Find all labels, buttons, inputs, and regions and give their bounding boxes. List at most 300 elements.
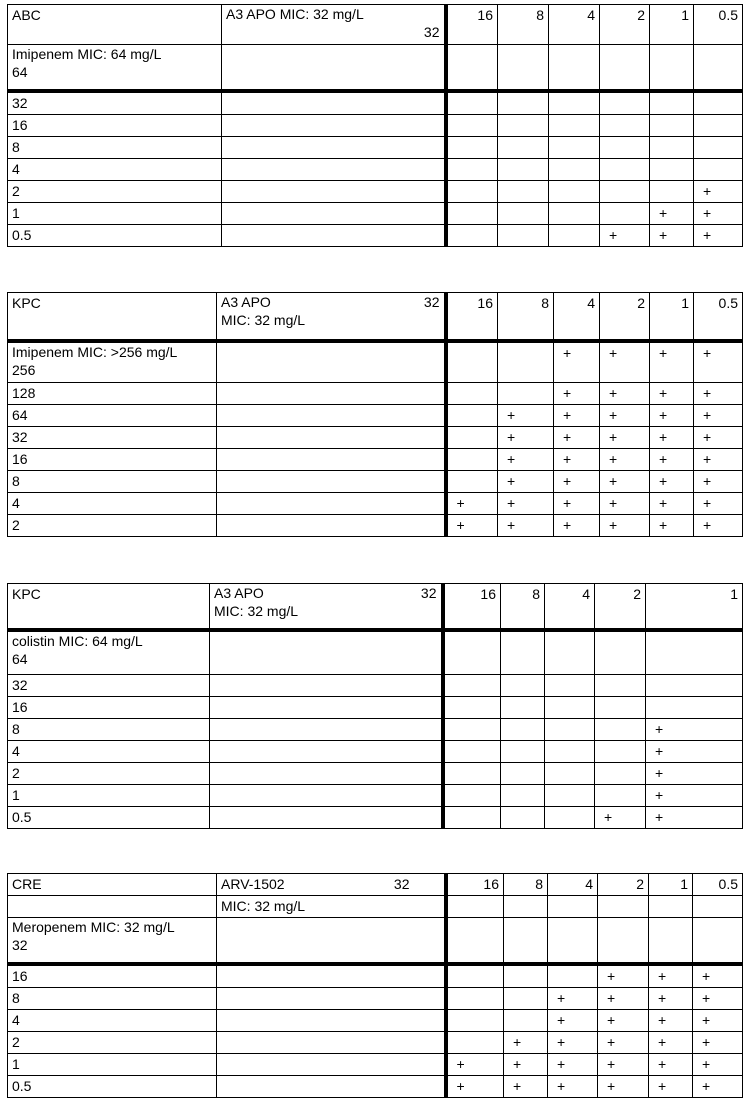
empty-cell [222, 91, 446, 115]
row-label: 1 [8, 1053, 217, 1075]
empty-cell [210, 675, 443, 697]
row-label: 16 [8, 964, 217, 988]
row-label: 4 [8, 741, 210, 763]
drug-mic: MIC: 32 mg/L [214, 603, 299, 619]
growth-cell [446, 405, 498, 427]
growth-cell: + [600, 383, 650, 405]
growth-cell [694, 91, 743, 115]
growth-cell [545, 675, 595, 697]
empty-cell [443, 630, 501, 675]
drug-top-conc: 32 [420, 585, 437, 601]
empty-cell [446, 918, 504, 964]
checkerboard-table-abc [7, 4, 743, 247]
table-row [8, 987, 743, 1009]
organism-cell [8, 584, 210, 630]
growth-cell: + [600, 427, 650, 449]
growth-cell [595, 675, 646, 697]
empty-cell [693, 896, 743, 918]
drug-cell [217, 293, 446, 341]
growth-cell: + [650, 427, 694, 449]
empty-cell [217, 987, 446, 1009]
growth-cell [501, 675, 545, 697]
drug-top-conc: 32 [423, 24, 440, 40]
empty-cell [217, 405, 446, 427]
t3-rows [8, 675, 743, 829]
growth-cell: + [554, 427, 600, 449]
col-header: 1 [650, 5, 694, 45]
growth-cell [446, 471, 498, 493]
empty-cell [222, 114, 446, 136]
antibiotic-cell [8, 918, 217, 964]
empty-cell [504, 918, 548, 964]
t2-rows [8, 383, 743, 537]
growth-cell: + [600, 224, 650, 246]
growth-cell [498, 180, 549, 202]
drug-label: A3 APO [221, 294, 271, 310]
empty-cell [548, 918, 598, 964]
empty-cell [446, 45, 498, 91]
antibiotic-cell [8, 341, 217, 383]
growth-cell: + [650, 202, 694, 224]
growth-cell: + [598, 1009, 649, 1031]
growth-cell [650, 136, 694, 158]
growth-cell: + [600, 341, 650, 383]
table-row [8, 471, 743, 493]
empty-cell [222, 136, 446, 158]
antibiotic-cell [8, 45, 222, 91]
table-row [8, 202, 743, 224]
growth-cell: + [646, 785, 743, 807]
row-label: 8 [8, 987, 217, 1009]
table-row [8, 493, 743, 515]
empty-cell [217, 341, 446, 383]
growth-cell [501, 763, 545, 785]
row-label: 4 [8, 1009, 217, 1031]
growth-cell [443, 675, 501, 697]
empty-cell [217, 427, 446, 449]
table-row [8, 1075, 743, 1097]
growth-cell: + [446, 515, 498, 537]
antibiotic-label: Imipenem MIC: 64 mg/L [12, 46, 162, 62]
growth-cell [498, 341, 554, 383]
table-row [8, 224, 743, 246]
drug-cell [222, 5, 446, 45]
table-row [8, 807, 743, 829]
growth-cell: + [600, 405, 650, 427]
empty-cell [217, 964, 446, 988]
row-label: 64 [8, 405, 217, 427]
growth-cell: + [649, 1009, 693, 1031]
growth-cell [646, 675, 743, 697]
growth-cell: + [504, 1031, 548, 1053]
growth-cell [549, 224, 600, 246]
empty-cell [693, 918, 743, 964]
growth-cell: + [598, 987, 649, 1009]
empty-cell [210, 763, 443, 785]
t1-rows [8, 91, 743, 247]
growth-cell: + [554, 471, 600, 493]
empty-cell [222, 202, 446, 224]
empty-cell [210, 630, 443, 675]
col-header: 0.5 [694, 293, 743, 341]
growth-cell [545, 697, 595, 719]
row-label: 4 [8, 493, 217, 515]
col-header: 0.5 [694, 5, 743, 45]
growth-cell: + [600, 471, 650, 493]
organism-label: KPC [12, 295, 41, 311]
col-header: 2 [600, 293, 650, 341]
col-header: 16 [443, 584, 501, 630]
drug-cell [210, 584, 443, 630]
growth-cell [694, 136, 743, 158]
growth-cell: + [650, 224, 694, 246]
growth-cell [549, 136, 600, 158]
growth-cell: + [693, 1009, 743, 1031]
empty-cell [210, 785, 443, 807]
growth-cell: + [498, 493, 554, 515]
drug-mic-cell [217, 896, 446, 918]
growth-cell: + [446, 493, 498, 515]
growth-cell: + [598, 1075, 649, 1097]
row-label: 8 [8, 719, 210, 741]
checkerboard-table-kpc-imipenem [7, 292, 743, 537]
growth-cell [600, 180, 650, 202]
empty-cell [210, 807, 443, 829]
growth-cell [600, 158, 650, 180]
col-header: 0.5 [693, 874, 743, 896]
growth-cell [446, 449, 498, 471]
empty-cell [549, 45, 600, 91]
table-row [8, 1009, 743, 1031]
growth-cell: + [694, 515, 743, 537]
growth-cell [443, 807, 501, 829]
growth-cell: + [498, 449, 554, 471]
empty-cell [649, 918, 693, 964]
growth-cell [694, 158, 743, 180]
growth-cell: + [650, 515, 694, 537]
row-label: 32 [8, 91, 222, 115]
row-label: 32 [8, 427, 217, 449]
table-row [8, 91, 743, 115]
growth-cell [443, 741, 501, 763]
growth-cell: + [554, 341, 600, 383]
growth-cell [504, 964, 548, 988]
table-row [8, 180, 743, 202]
row-label: 32 [8, 675, 210, 697]
growth-cell [498, 224, 549, 246]
table-row [8, 719, 743, 741]
growth-cell: + [498, 471, 554, 493]
table-row [8, 515, 743, 537]
growth-cell: + [650, 383, 694, 405]
growth-cell [600, 91, 650, 115]
growth-cell: + [694, 449, 743, 471]
empty-cell [217, 449, 446, 471]
growth-cell [446, 91, 498, 115]
growth-cell: + [446, 1075, 504, 1097]
growth-cell: + [646, 719, 743, 741]
empty-cell [217, 1075, 446, 1097]
growth-cell: + [694, 383, 743, 405]
growth-cell [549, 180, 600, 202]
growth-cell [446, 987, 504, 1009]
growth-cell [549, 202, 600, 224]
growth-cell: + [649, 1075, 693, 1097]
growth-cell [501, 785, 545, 807]
antibiotic-top-conc: 64 [12, 64, 28, 80]
antibiotic-label: Imipenem MIC: >256 mg/L [12, 343, 178, 360]
empty-cell [498, 45, 549, 91]
growth-cell: + [504, 1075, 548, 1097]
growth-cell: + [646, 807, 743, 829]
growth-cell [446, 158, 498, 180]
table-row [8, 763, 743, 785]
col-header: 1 [650, 293, 694, 341]
growth-cell [446, 180, 498, 202]
growth-cell [443, 785, 501, 807]
growth-cell [501, 741, 545, 763]
empty-cell [210, 697, 443, 719]
table-row [8, 136, 743, 158]
growth-cell: + [694, 202, 743, 224]
growth-cell [498, 202, 549, 224]
growth-cell [443, 697, 501, 719]
growth-cell [501, 807, 545, 829]
table-row [8, 741, 743, 763]
growth-cell: + [694, 341, 743, 383]
growth-cell [446, 964, 504, 988]
growth-cell [549, 91, 600, 115]
growth-cell [446, 224, 498, 246]
growth-cell: + [649, 964, 693, 988]
growth-cell: + [554, 449, 600, 471]
growth-cell [498, 158, 549, 180]
empty-cell [545, 630, 595, 675]
row-label: 1 [8, 785, 210, 807]
table-row [8, 158, 743, 180]
antibiotic-top-conc: 64 [12, 650, 28, 667]
growth-cell: + [694, 224, 743, 246]
growth-cell: + [548, 1053, 598, 1075]
col-header: 2 [595, 584, 646, 630]
row-label: 2 [8, 515, 217, 537]
organism-cell [8, 874, 217, 896]
table-row [8, 697, 743, 719]
growth-cell: + [548, 1075, 598, 1097]
col-header: 1 [649, 874, 693, 896]
growth-cell: + [693, 1031, 743, 1053]
empty-cell [446, 896, 504, 918]
empty-cell [222, 224, 446, 246]
growth-cell: + [650, 449, 694, 471]
t4-rows [8, 964, 743, 1098]
growth-cell [443, 763, 501, 785]
col-header: 16 [446, 293, 498, 341]
drug-mic: MIC: 32 mg/L [221, 898, 306, 914]
empty-cell [222, 158, 446, 180]
growth-cell: + [548, 1009, 598, 1031]
growth-cell: + [650, 493, 694, 515]
growth-cell [446, 202, 498, 224]
row-label: 0.5 [8, 224, 222, 246]
col-header: 8 [501, 584, 545, 630]
row-label: 16 [8, 697, 210, 719]
growth-cell [446, 1009, 504, 1031]
col-header: 2 [598, 874, 649, 896]
row-label: 8 [8, 471, 217, 493]
col-header: 16 [446, 874, 504, 896]
empty-cell [595, 630, 646, 675]
empty-cell [8, 896, 217, 918]
table-row [8, 114, 743, 136]
col-header: 2 [600, 5, 650, 45]
col-header: 8 [498, 293, 554, 341]
empty-cell [222, 45, 446, 91]
growth-cell [446, 136, 498, 158]
organism-label: CRE [12, 876, 42, 892]
growth-cell [498, 136, 549, 158]
growth-cell [545, 741, 595, 763]
organism-cell [8, 5, 222, 45]
empty-cell [217, 383, 446, 405]
growth-cell: + [548, 987, 598, 1009]
growth-cell: + [498, 515, 554, 537]
growth-cell [446, 383, 498, 405]
col-header: 8 [498, 5, 549, 45]
antibiotic-cell [8, 630, 210, 675]
growth-cell: + [548, 1031, 598, 1053]
growth-cell: + [693, 964, 743, 988]
growth-cell [595, 697, 646, 719]
col-header: 8 [504, 874, 548, 896]
growth-cell [646, 697, 743, 719]
growth-cell: + [650, 341, 694, 383]
empty-cell [694, 45, 743, 91]
checkerboard-table-kpc-colistin [7, 583, 743, 829]
growth-cell [595, 763, 646, 785]
empty-cell [649, 896, 693, 918]
drug-label: A3 APO [214, 585, 264, 601]
col-header: 4 [549, 5, 600, 45]
organism-label: ABC [12, 7, 41, 23]
drug-cell [217, 874, 446, 896]
growth-cell: + [554, 493, 600, 515]
row-label: 4 [8, 158, 222, 180]
antibiotic-top-conc: 32 [12, 937, 28, 953]
growth-cell [595, 719, 646, 741]
table-row [8, 964, 743, 988]
growth-cell: + [646, 741, 743, 763]
table-row [8, 1031, 743, 1053]
empty-cell [646, 630, 743, 675]
growth-cell [549, 114, 600, 136]
growth-cell: + [694, 180, 743, 202]
row-label: 0.5 [8, 1075, 217, 1097]
growth-cell: + [694, 493, 743, 515]
empty-cell [598, 896, 649, 918]
growth-cell [545, 719, 595, 741]
empty-cell [600, 45, 650, 91]
growth-cell: + [595, 807, 646, 829]
antibiotic-label: Meropenem MIC: 32 mg/L [12, 919, 175, 935]
growth-cell [501, 719, 545, 741]
growth-cell [504, 987, 548, 1009]
growth-cell [548, 964, 598, 988]
growth-cell [443, 719, 501, 741]
empty-cell [217, 471, 446, 493]
col-header: 16 [446, 5, 498, 45]
row-label: 0.5 [8, 807, 210, 829]
drug-label: ARV-1502 [221, 876, 285, 892]
growth-cell: + [598, 964, 649, 988]
table-row [8, 427, 743, 449]
growth-cell: + [554, 383, 600, 405]
row-label: 8 [8, 136, 222, 158]
empty-cell [210, 719, 443, 741]
growth-cell: + [498, 405, 554, 427]
growth-cell: + [600, 515, 650, 537]
growth-cell [446, 1031, 504, 1053]
col-header: 4 [548, 874, 598, 896]
growth-cell [545, 807, 595, 829]
growth-cell [498, 91, 549, 115]
empty-cell [650, 45, 694, 91]
growth-cell [650, 180, 694, 202]
growth-cell [600, 202, 650, 224]
table-row [8, 449, 743, 471]
col-header: 1 [646, 584, 743, 630]
drug-top-conc: 32 [393, 876, 410, 892]
growth-cell [549, 158, 600, 180]
growth-cell [501, 697, 545, 719]
drug-label: A3 APO MIC: 32 mg/L [226, 6, 364, 22]
empty-cell [217, 1053, 446, 1075]
growth-cell: + [554, 515, 600, 537]
growth-cell [545, 763, 595, 785]
checkerboard-table-cre [7, 873, 743, 1098]
growth-cell: + [554, 405, 600, 427]
growth-cell [650, 114, 694, 136]
growth-cell [650, 91, 694, 115]
growth-cell: + [694, 405, 743, 427]
empty-cell [222, 180, 446, 202]
col-header: 4 [554, 293, 600, 341]
growth-cell: + [693, 1053, 743, 1075]
growth-cell [595, 785, 646, 807]
growth-cell: + [600, 493, 650, 515]
empty-cell [504, 896, 548, 918]
growth-cell [595, 741, 646, 763]
growth-cell [600, 136, 650, 158]
row-label: 2 [8, 180, 222, 202]
growth-cell [504, 1009, 548, 1031]
empty-cell [548, 896, 598, 918]
growth-cell [545, 785, 595, 807]
empty-cell [217, 1009, 446, 1031]
row-label: 16 [8, 114, 222, 136]
growth-cell [446, 114, 498, 136]
empty-cell [598, 918, 649, 964]
growth-cell [694, 114, 743, 136]
antibiotic-label: colistin MIC: 64 mg/L [12, 632, 143, 649]
col-header: 4 [545, 584, 595, 630]
empty-cell [217, 1031, 446, 1053]
organism-label: KPC [12, 586, 41, 602]
table-row [8, 405, 743, 427]
drug-mic: MIC: 32 mg/L [221, 312, 306, 328]
growth-cell: + [446, 1053, 504, 1075]
antibiotic-top-conc: 256 [12, 361, 36, 378]
